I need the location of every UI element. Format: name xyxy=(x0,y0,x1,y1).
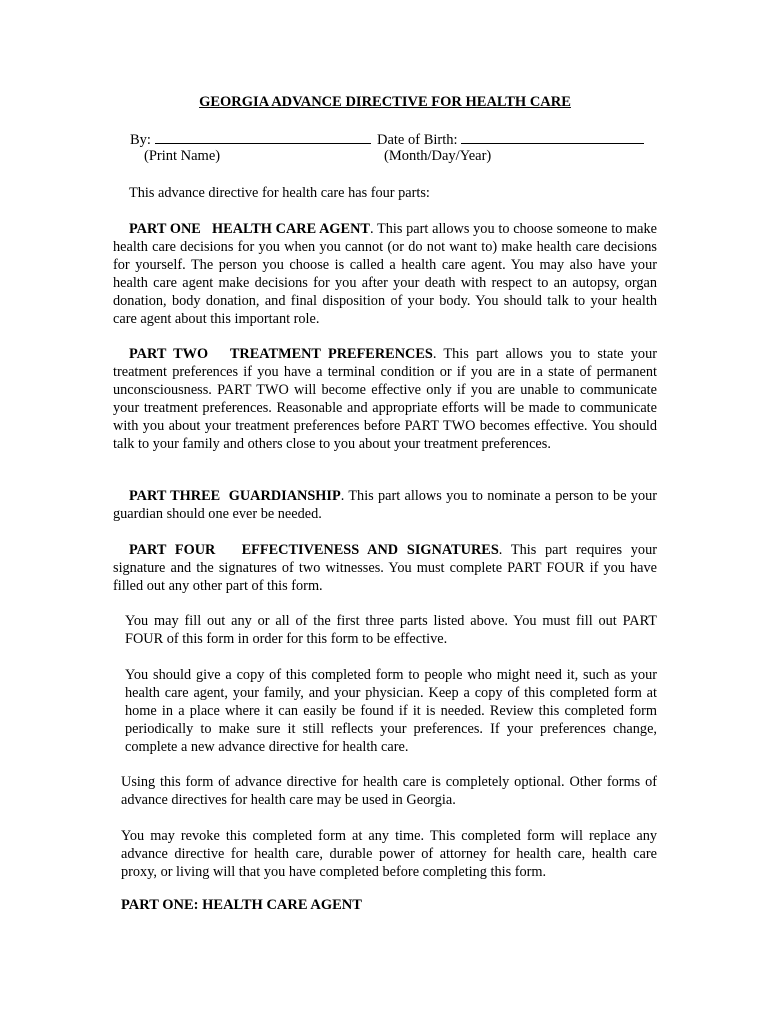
print-name-caption: (Print Name) xyxy=(144,148,221,164)
part-one-name: HEALTH CARE AGENT xyxy=(212,221,370,237)
part-three-label: PART THREE xyxy=(129,488,221,504)
part-two-description xyxy=(113,345,657,453)
part-two-label: PART TWO xyxy=(129,346,209,362)
by-label: By: xyxy=(130,132,151,148)
part-three-text: . This part allows you to nominate a person to be your guardian should one ever be needed. xyxy=(113,488,658,522)
revoke-note: You may revoke this completed form at any time. This completed form will replace any advance directive for health care, durable power of attorney for health care, health care proxy, or living will that you have completed before completing this form. xyxy=(121,828,657,880)
dob-label: Date of Birth: xyxy=(377,132,458,148)
print-name-line[interactable] xyxy=(155,130,371,144)
dob-field xyxy=(377,130,644,149)
by-field xyxy=(130,130,371,149)
part-one-description xyxy=(113,220,657,328)
part-two-name: TREATMENT PREFERENCES xyxy=(229,346,433,362)
part-four-name: EFFECTIVENESS AND SIGNATURES xyxy=(241,542,499,558)
dob-caption: (Month/Day/Year) xyxy=(384,148,492,164)
optional-note: Using this form of advance directive for health care is completely optional. Other forms of advance directives for health care may be used in Georgia. xyxy=(121,774,657,808)
part-three-name: GUARDIANSHIP xyxy=(228,488,341,504)
part-four-label: PART FOUR xyxy=(129,542,216,558)
part-one-label: PART ONE xyxy=(129,221,201,237)
part-two-text: . This part allows you to state your treatment preferences if you have a terminal condition or if you are in a state of permanent unconsciousness. PART TWO will become effective only if you are unable to communicate your treatment preferences. Reasonable and appropriate efforts will be made to communicate with you about your treatment preferences before PART TWO becomes effective. You should talk to your family and others close to you about your treatment preferences. xyxy=(113,346,657,452)
part-three-description xyxy=(113,487,657,523)
part-four-description xyxy=(113,541,657,595)
part-one-text: . This part allows you to choose someone to make health care decisions for you when you cannot (or do not want to) make health care decisions for yourself. The person you choose is called a health care agent. You may also have your health care agent make decisions for you after your death with respect to an autopsy, organ donation, body donation, and final disposition of your body. You should talk to your health care agent about this important role. xyxy=(113,221,658,327)
document-title: GEORGIA ADVANCE DIRECTIVE FOR HEALTH CARE xyxy=(199,94,571,110)
part-one-heading: PART ONE: HEALTH CARE AGENT xyxy=(121,897,362,913)
intro-text: This advance directive for health care has four parts: xyxy=(129,185,430,201)
dob-line[interactable] xyxy=(461,130,644,144)
fill-out-instructions: You may fill out any or all of the first three parts listed above. You must fill out PART FOUR of this form in order for this form to be effective. xyxy=(125,613,657,647)
copy-instructions: You should give a copy of this completed form to people who might need it, such as your health care agent, your family, and your physician. Keep a copy of this completed form at home in a place where it can easily be found if it is needed. Review this completed form periodically to make sure it still reflects your preferences. If your preferences change, complete a new advance directive for health care. xyxy=(125,667,657,755)
part-four-text: . This part requires your signature and the signatures of two witnesses. You must complete PART FOUR if you have filled out any other part of this form. xyxy=(113,542,657,594)
